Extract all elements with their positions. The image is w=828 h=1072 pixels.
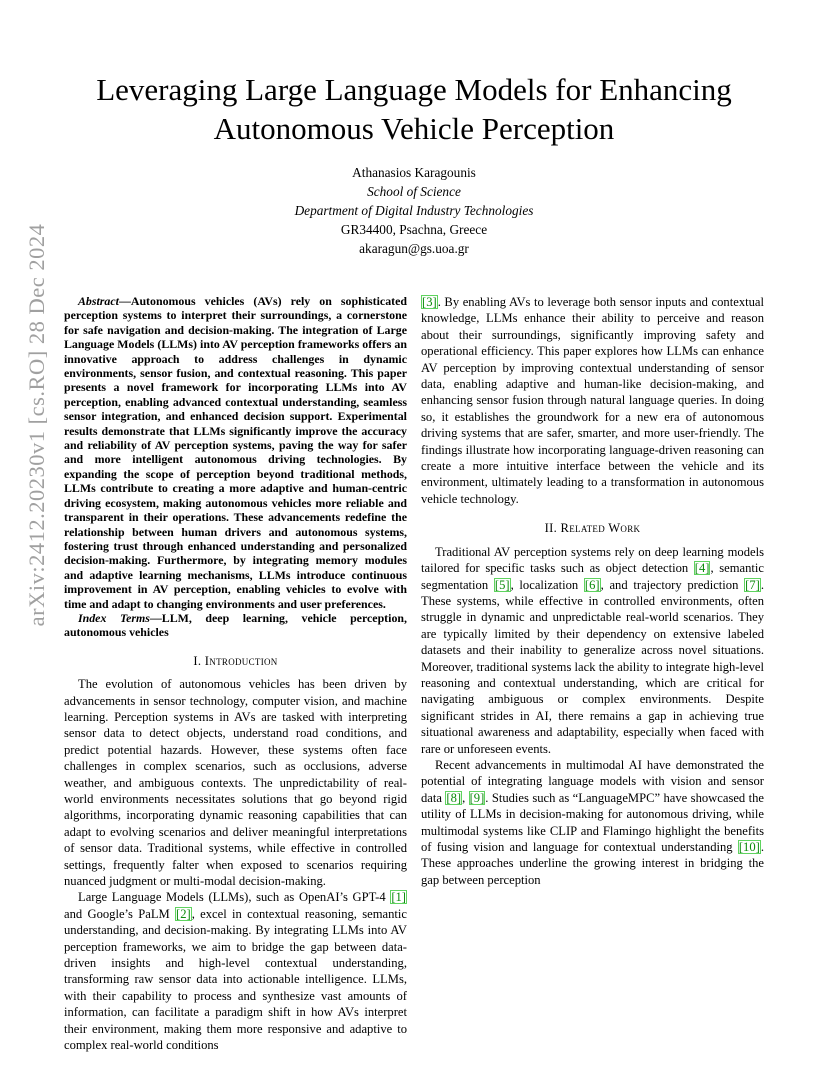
intro-paragraph-1: The evolution of autonomous vehicles has been driven by advancements in sensor technology, computer vision, and machine learning. Perception systems in AVs are tasked with interpreting sensor data to detect objects, understand road conditions, and predict potential hazards. However, these systems often face challenges in complex scenarios, such as occlusions, adverse weather, and ambiguous contexts. The unpredictability of real-world environments necessitates solutions that go beyond rigid algorithms, incorporating dynamic reasoning capabilities that can adapt to evolving scenarios and deliver meaningful interpretations of sensor data. Traditional systems, while effective in controlled settings, frequently falter when exposed to scenarios requiring nuanced judgment or multi-modal decision-making. xyxy=(64,677,407,889)
related-paragraph-1 xyxy=(421,544,764,757)
intro-paragraph-2 xyxy=(64,889,407,1053)
author-email: akaragun@gs.uoa.gr xyxy=(359,241,469,256)
citation-link[interactable]: [2] xyxy=(176,906,191,921)
arxiv-identifier-text: arXiv:2412.20230v1 [cs.RO] 28 Dec 2024 xyxy=(24,223,49,627)
author-school: School of Science xyxy=(367,184,461,199)
citation-link[interactable]: [9] xyxy=(469,790,485,805)
text-run: , localization xyxy=(510,577,584,592)
text-run: and Google’s PaLM xyxy=(64,906,176,921)
citation-link[interactable]: [10] xyxy=(738,840,760,854)
right-column xyxy=(421,294,764,888)
text-run: Traditional AV perception systems rely on deep learning models tailored for specific tasks such as object detection xyxy=(421,544,764,576)
abstract-lead: Abstract xyxy=(78,294,119,308)
section-heading-introduction xyxy=(64,653,407,669)
paper-title: Leveraging Large Language Models for Enhancing Autonomous Vehicle Perception xyxy=(96,72,732,146)
citation-link[interactable]: [8] xyxy=(446,790,462,805)
intro-paragraph-2-continued xyxy=(421,294,764,507)
abstract-text: —Autonomous vehicles (AVs) rely on sophisticated perception systems to interpret their surroundings, a cornerstone for safe navigation and decision-making. The integration of Large Language Models (LLMs) into AV perception frameworks offers an innovative approach to address challenges in dynamic environments, sensor fusion, and contextual reasoning. This paper presents a novel framework for incorporating LLMs into AV perception, enabling advanced contextual understanding, seamless sensor integration, and enhanced decision support. Experimental results demonstrate that LLMs significantly improve the accuracy and reliability of AV perception systems, paving the way for safer and more intelligent autonomous driving technologies. By expanding the scope of perception beyond traditional methods, LLMs contribute to creating a more adaptive and human-centric driving ecosystem, making autonomous vehicles more reliable and transparent in their operations. These advancements redefine the relationship between human drivers and autonomous systems, fostering trust through enhanced understanding and personalized decision-making. Furthermore, by integrating memory modules and adaptive learning mechanisms, LLMs introduce continuous improvement in AV perception, enabling vehicles to evolve with time and adapt to changing environments and user preferences. xyxy=(64,294,407,611)
index-terms xyxy=(64,611,407,640)
author-block xyxy=(180,163,648,258)
citation-link[interactable]: [4] xyxy=(694,561,710,576)
index-terms-text: —LLM, deep learning, vehicle perception, autonomous vehicles xyxy=(64,610,407,640)
text-run: Large Language Models (LLMs), such as OpenAI’s GPT-4 xyxy=(78,890,391,905)
text-run: , semantic segmentation xyxy=(421,561,764,592)
text-run: , excel in contextual reasoning, semantic understanding, and decision-making. By integrating LLMs into AV perception frameworks, we aim to bridge the gap between data-driven insights and high-level contextual understanding, transforming raw sensor data into actionable intelligence. LLMs, with their capability to process and synthesize vast amounts of information, can facilitate a paradigm shift in how AVs interpret their environment, making them more responsive and adaptive to complex real-world conditions xyxy=(64,906,407,1053)
text-run: . These approaches underline the growing interest in bridging the gap between perception xyxy=(421,840,764,887)
section-heading-related-work xyxy=(421,520,764,536)
author-name: Athanasios Karagounis xyxy=(352,165,476,180)
section-number: II. xyxy=(544,521,558,536)
section-number: I. xyxy=(193,653,202,668)
citation-link[interactable]: [7] xyxy=(745,577,760,592)
index-terms-lead: Index Terms xyxy=(78,610,150,625)
text-run: , xyxy=(462,790,469,805)
citation-link[interactable]: [5] xyxy=(494,577,510,592)
citation-link[interactable]: [6] xyxy=(584,577,600,592)
citation-link[interactable]: [1] xyxy=(391,890,406,905)
text-run: , and trajectory prediction xyxy=(600,577,745,592)
text-run: Recent advancements in multimodal AI have demonstrated the potential of integrating language models with vision and sensor data xyxy=(421,757,764,805)
citation-link[interactable]: [3] xyxy=(422,295,437,309)
author-department: Department of Digital Industry Technologies xyxy=(294,203,534,218)
text-run: . By enabling AVs to leverage both sensor inputs and contextual knowledge, LLMs enhance their ability to perceive and reason about their surroundings, significantly improving safety and operational efficiency. This paper explores how LLMs can enhance AV perception by improving contextual understanding of sensor data, enabling adaptive and human-like decision-making, and enhancing sensor fusion through natural language queries. In doing so, it establishes the groundwork for a new era of autonomous driving systems that are safer, smarter, and more user-friendly. The findings illustrate how incorporating language-driven reasoning can create a more intuitive interface between the vehicle and its environment, ultimately leading to a transformation in autonomous vehicle technology. xyxy=(421,295,764,506)
abstract xyxy=(64,294,407,611)
arxiv-identifier xyxy=(22,223,52,627)
related-paragraph-2 xyxy=(421,757,764,888)
section-title: Related Work xyxy=(560,521,641,536)
text-run: . These systems, while effective in controlled environments, often struggle in dynamic and unpredictable real-world scenarios. They are typically limited by their dependency on extensive labeled datasets and their inability to generalize across novel situations. Moreover, traditional systems lack the ability to integrate high-level reasoning and contextual understanding, which are critical for navigating ambiguous or complex environments. Despite significant strides in AI, there remains a gap in achieving true situational awareness and adaptability, especially when faced with rare or unforeseen events. xyxy=(421,577,764,756)
section-title: Introduction xyxy=(204,653,278,668)
left-column xyxy=(64,294,407,1054)
author-address: GR34400, Psachna, Greece xyxy=(340,222,488,237)
text-run: . Studies such as “LanguageMPC” have showcased the utility of LLMs in decision-making for autonomous driving, while multimodal systems like CLIP and Flamingo highlight the benefits of fusing vision and language for contextual understanding xyxy=(421,790,765,854)
